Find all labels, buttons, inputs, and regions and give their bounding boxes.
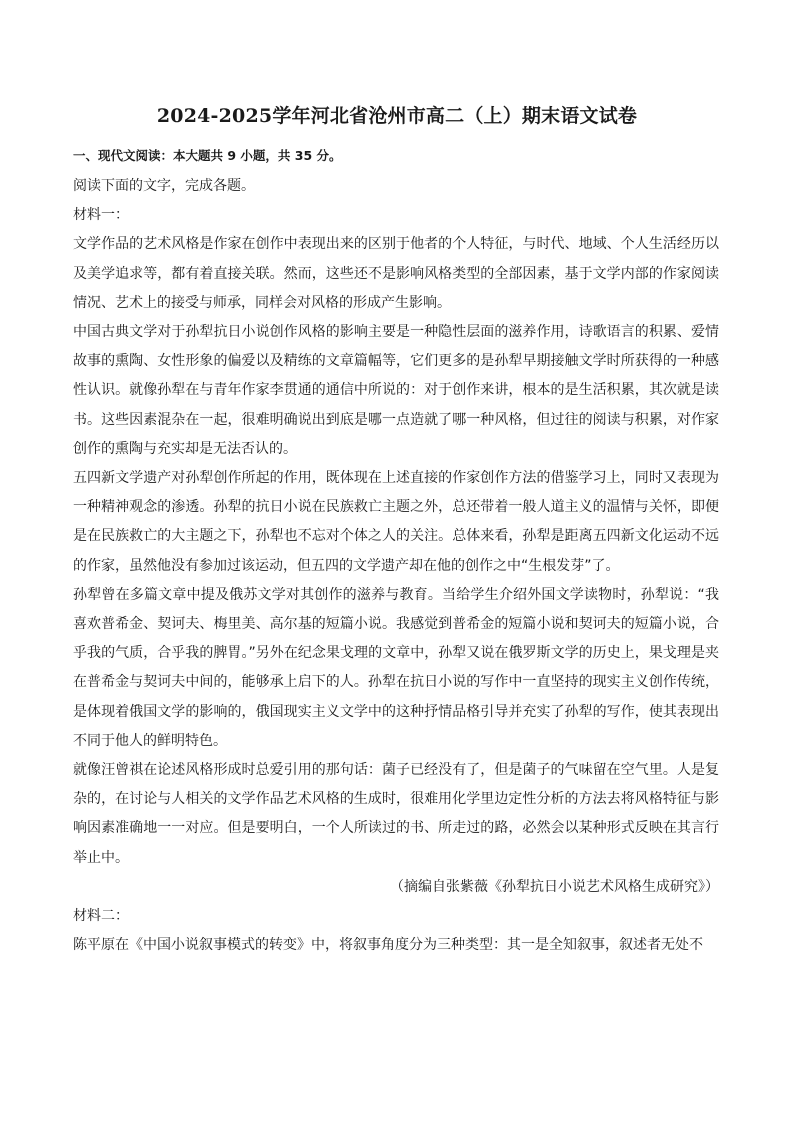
material-1-paragraph: 五四新文学遗产对孙犁创作所起的作用，既体现在上述直接的作家创作方法的借鉴学习上，同时又表现为一种精神观念的渗透。孙犁的抗日小说在民族救亡主题之外，总还带着一般人道主义的温情与关怀，即便是在民族救亡的大主题之下，孙犁也不忘对个体之人的关注。总体来看，孙犁是距离五四新文化运动不远的作家，虽然他没有参加过该运动，但五四的文学遗产却在他的创作之中“生根发芽”了。 (73, 470, 719, 574)
material-1-paragraph: 孙犁曾在多篇文章中提及俄苏文学对其创作的滋养与教育。当给学生介绍外国文学读物时，孙犁说：“我喜欢普希金、契诃夫、梅里美、高尔基的短篇小说。我感觉到普希金的短篇小说和契诃夫的短篇小说，合乎我的气质，合乎我的脾胃。”另外在纪念果戈理的文章中，孙犁又说在俄罗斯文学的历史上，果戈理是夹在普希金与契诃夫中间的，能够承上启下的人。孙犁在抗日小说的写作中一直坚持的现实主义创作传统，是体现着俄国文学的影响的，俄国现实主义文学中的这种抒情品格引导并充实了孙犁的写作，使其表现出不同于他人的鲜明特色。 (73, 586, 719, 749)
section-heading (73, 146, 719, 166)
page-title: 2024-2025学年河北省沧州市高二（上）期末语文试卷 (156, 105, 638, 127)
material-2-paragraph: 陈平原在《中国小说叙事模式的转变》中，将叙事角度分为三种类型：其一是全知叙事，叙述者无处不 (73, 937, 703, 954)
material-1-source: （摘编自张紫薇《孙犁抗日小说艺术风格生成研究》） (390, 878, 719, 895)
instruction-text: 阅读下面的文字，完成各题。 (73, 178, 255, 194)
material-1-paragraph: 中国古典文学对于孙犁抗日小说创作风格的影响主要是一种隐性层面的滋养作用，诗歌语言的积累、爱情故事的熏陶、女性形象的偏爱以及精练的文章篇幅等，它们更多的是孙犁早期接触文学时所获得的一种感性认识。就像孙犁在与青年作家李贯通的通信中所说的：对于创作来讲，根本的是生活积累，其次就是读书。这些因素混杂在一起，很难明确说出到底是哪一点造就了哪一种风格，但过往的阅读与积累，对作家创作的熏陶与充实却是无法否认的。 (73, 324, 719, 457)
material-1-paragraph: 就像汪曾祺在论述风格形成时总爱引用的那句话：菌子已经没有了，但是菌子的气味留在空气里。人是复杂的，在讨论与人相关的文学作品艺术风格的生成时，很难用化学里边定性分析的方法去将风格特征与影响因素准确地一一对应。但是要明白，一个人所读过的书、所走过的路，必然会以某种形式反映在其言行举止中。 (73, 762, 719, 866)
material-1-paragraph: 文学作品的艺术风格是作家在创作中表现出来的区别于他者的个人特征，与时代、地域、个人生活经历以及美学追求等，都有着直接关联。然而，这些还不是影响风格类型的全部因素，基于文学内部的作家阅读情况、艺术上的接受与师承，同样会对风格的形成产生影响。 (73, 236, 719, 311)
material-2-label: 材料二： (73, 908, 129, 925)
section-prefix: 一、现代文阅读： (73, 148, 174, 163)
section-description: 本大题共 9 小题，共 35 分。 (173, 148, 342, 163)
material-1-label: 材料一： (73, 207, 129, 224)
document-body (73, 146, 719, 960)
